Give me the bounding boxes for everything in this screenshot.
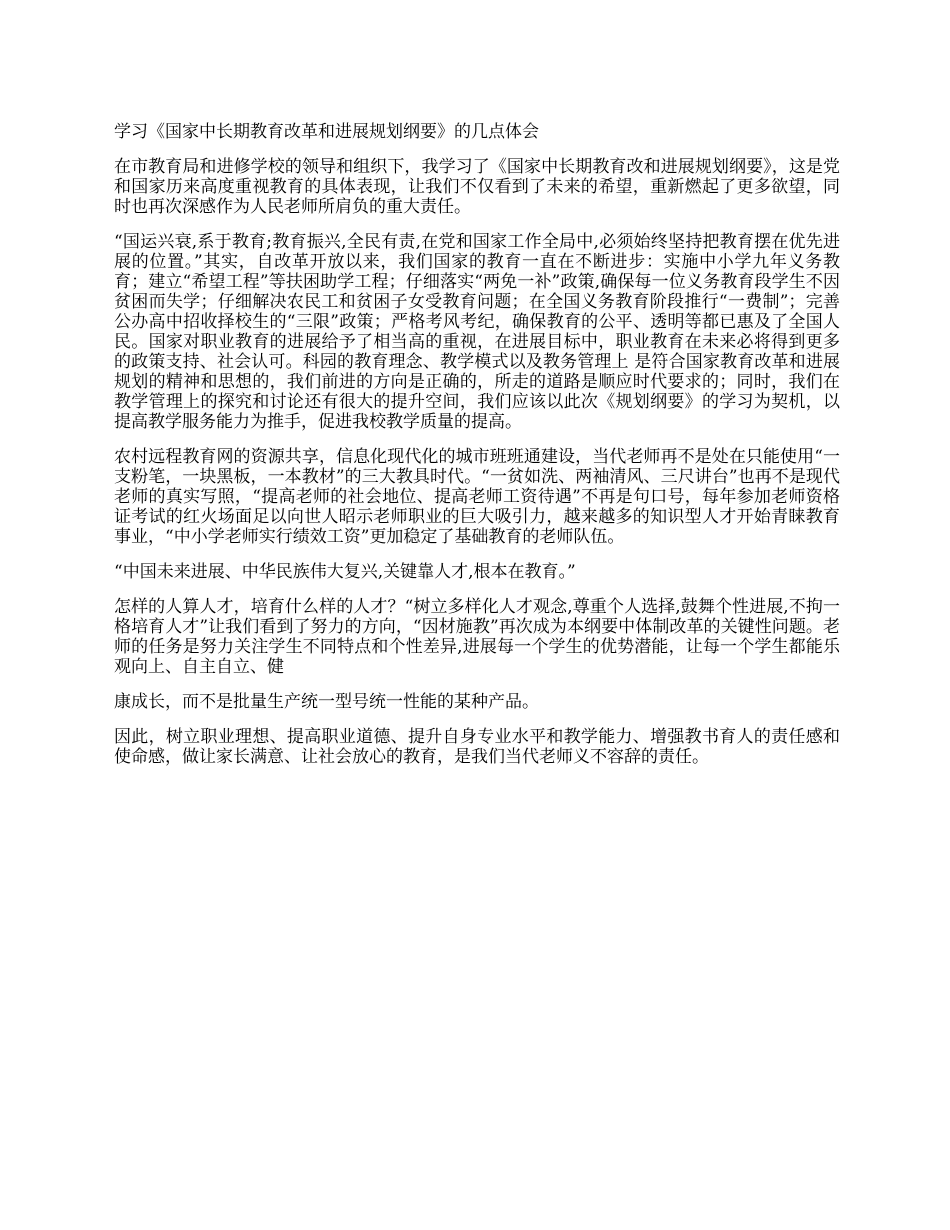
document-body [114,122,840,782]
paragraph-3: 农村远程教育网的资源共享，信息化现代化的城市班班通建设，当代老师再不是处在只能使用“一支粉笔，一块黑板，一本教材”的三大教具时代。“一贫如洗、两袖清风、三尺讲台”也再不是现代老师的真实写照，“提高老师的社会地位、提高老师工资待遇”不再是句口号，每年参加老师资格证考试的红火场面足以向世人昭示老师职业的巨大吸引力，越来越多的知识型人才开始青睐教育事业，“中小学老师实行绩效工资”更加稳定了基础教育的老师队伍。 [114,447,840,547]
paragraph-4: “中国未来进展、中华民族伟大复兴,关键靠人才,根本在教育。” [114,562,576,582]
document-title: 学习《国家中长期教育改革和进展规划纲要》的几点体会 [114,122,539,142]
paragraph-1: 在市教育局和进修学校的领导和组织下，我学习了《国家中长期教育改和进展规划纲要》，这是党和国家历来高度重视教育的具体表现，让我们不仅看到了未来的希望，重新燃起了更多欲望，同时也再次深感作为人民老师所肩负的重大责任。 [114,157,840,217]
paragraph-5: 怎样的人算人才，培育什么样的人才？“树立多样化人才观念,尊重个人选择,鼓舞个性进展,不拘一格培育人才”让我们看到了努力的方向，“因材施教”再次成为本纲要中体制改革的关键性问题。老师的任务是努力关注学生不同特点和个性差异,进展每一个学生的优势潜能，让每一个学生都能乐观向上、自主自立、健 [114,597,840,677]
paragraph-6: 康成长，而不是批量生产统一型号统一性能的某种产品。 [114,692,539,712]
paragraph-2: “国运兴衰,系于教育;教育振兴,全民有责,在党和国家工作全局中,必须始终坚持把教育摆在优先进展的位置。”其实，自改革开放以来，我们国家的教育一直在不断进步：实施中小学九年义务教育；建立“希望工程”等扶困助学工程；仔细落实“两免一补”政策,确保每一位义务教育段学生不因贫困而失学；仔细解决农民工和贫困子女受教育问题；在全国义务教育阶段推行“一费制”；完善公办高中招收择校生的“三限”政策；严格考风考纪，确保教育的公平、透明等都已惠及了全国人民。国家对职业教育的进展给予了相当高的重视，在进展目标中，职业教育在未来必将得到更多的政策支持、社会认可。科园的教育理念、教学模式以及教务管理上 是符合国家教育改革和进展规划的精神和思想的，我们前进的方向是正确的，所走的道路是顺应时代要求的；同时，我们在教学管理上的探究和讨论还有很大的提升空间，我们应该以此次《规划纲要》的学习为契机，以提高教学服务能力为推手，促进我校教学质量的提高。 [114,232,840,432]
paragraph-7: 因此，树立职业理想、提高职业道德、提升自身专业水平和教学能力、增强教书育人的责任感和使命感，做让家长满意、让社会放心的教育，是我们当代老师义不容辞的责任。 [114,727,840,767]
